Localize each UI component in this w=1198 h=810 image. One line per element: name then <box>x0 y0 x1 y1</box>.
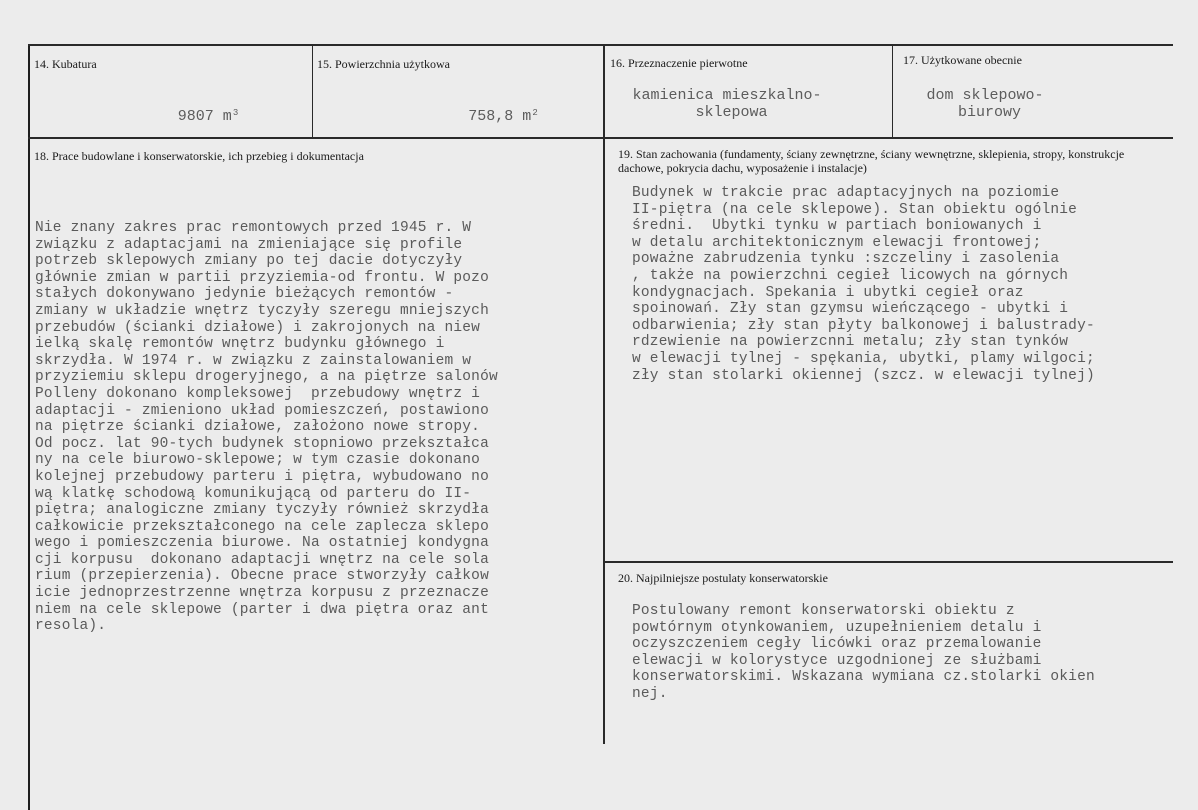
prace-text: Nie znany zakres prac remontowych przed 1945 r. W związku z adaptacjami na zmieniające się profile potrzeb sklepowych zmiany po tej dacie dotyczyły głównie zmian w partii przyziemia-od frontu. W pozo stałych dokonywano jedynie bieżących remontów - zmiany w układzie wnętrz tyczyły szeregu mniejszych przebudów (ścianki działowe) i zakrojonych na niew ielką skalę remontów wnętrz budynku głównego i skrzydła. W 1974 r. w związku z zainstalowaniem w przyziemiu sklepu drogeryjnego, a na piętrze salonów Polleny dokonano kompleksowej przebudowy wnętrz i adaptacji - zmieniono układ pomieszczeń, postawiono na piętrze ścianki działowe, założono nowe stropy. Od pocz. lat 90-tych budynek stopniowo przekształca ny na cele biurowo-sklepowe; w tym czasie dokonano kolejnej przebudowy parteru i piętra, wybudowano no wą klatkę schodową komunikującą od parteru do II- piętra; analogiczne zmiany tyczyły również skrzydła całkowicie przekształconego na cele zaplecza sklepo wego i pomieszczenia biurowe. Na ostatniej kondygna cji korpusu dokonano adaptacji wnętrz na cele sola rium (przepierzenia). Obecne prace stworzyły całkow icie jednoprzestrzenne wnętrza korpusu z przeznacze niem na cele sklepowe (parter i dwa piętra oraz ant resola). <box>35 220 498 635</box>
stan-text: Budynek w trakcie prac adaptacyjnych na poziomie II-piętra (na cele sklepowe). Stan obiektu ogólnie średni. Ubytki tynku w partiach boniowanych i w detalu architektonicznym elewacji frontowej; poważne zabrudzenia tynku :szczeliny i zasolenia , także na powierzchni cegieł licowych na górnych kondygnacjach. Spekania i ubytki cegieł oraz spoinowań. Zły stan gzymsu wieńczącego - ubytki i odbarwienia; zły stan płyty balkonowej i balustrady- rdzewienie na powierzcnni metalu; zły stan tynków w elewacji tylnej - spękania, ubytki, plamy wilgoci; zły stan stolarki okiennej (szcz. w elewacji tylnej) <box>632 185 1095 384</box>
prace-label: 18. Prace budowlane i konserwatorskie, ich przebieg i dokumentacja <box>34 149 364 163</box>
kubatura-label: 14. Kubatura <box>34 57 97 71</box>
section-divider-19-20 <box>604 561 1173 563</box>
postulaty-text: Postulowany remont konserwatorski obiektu z powtórnym otynkowaniem, uzupełnieniem detalu i oczyszczeniem cegły licówki oraz przemalowanie elewacji w kolorystyce uzgodnionej ze służbami konserwatorskimi. Wskazana wymiana cz.stolarki okien nej. <box>632 603 1095 702</box>
przeznaczenie-label: 16. Przeznaczenie pierwotne <box>610 56 748 70</box>
powierzchnia-label: 15. Powierzchnia użytkowa <box>317 57 450 71</box>
powierzchnia-number: 758,8 m <box>468 107 532 125</box>
col-divider-16-17 <box>892 46 893 138</box>
przeznaczenie-value: kamienica mieszkalno- sklepowa <box>632 87 822 121</box>
uzytkowane-value: dom sklepowo- biurowy <box>926 87 1044 121</box>
kubatura-unit-exponent: 3 <box>232 107 239 118</box>
uzytkowane-label: 17. Użytkowane obecnie <box>903 53 1022 67</box>
top-rule <box>28 44 1173 46</box>
postulaty-label: 20. Najpilniejsze postulaty konserwatorskie <box>618 571 828 585</box>
col-divider-14-15 <box>312 46 313 138</box>
col-divider-main <box>603 46 605 744</box>
powierzchnia-unit-exponent: 2 <box>532 107 538 118</box>
kubatura-number: 9807 m <box>177 107 232 125</box>
left-rule <box>28 46 30 810</box>
kubatura-value <box>120 92 260 142</box>
powierzchnia-value <box>410 92 560 142</box>
stan-label: 19. Stan zachowania (fundamenty, ściany zewnętrzne, ściany wewnętrzne, sklepienia, stropy, konstrukcje dachowe, pokrycia dachu, wyposażenie i instalacje) <box>618 147 1125 175</box>
